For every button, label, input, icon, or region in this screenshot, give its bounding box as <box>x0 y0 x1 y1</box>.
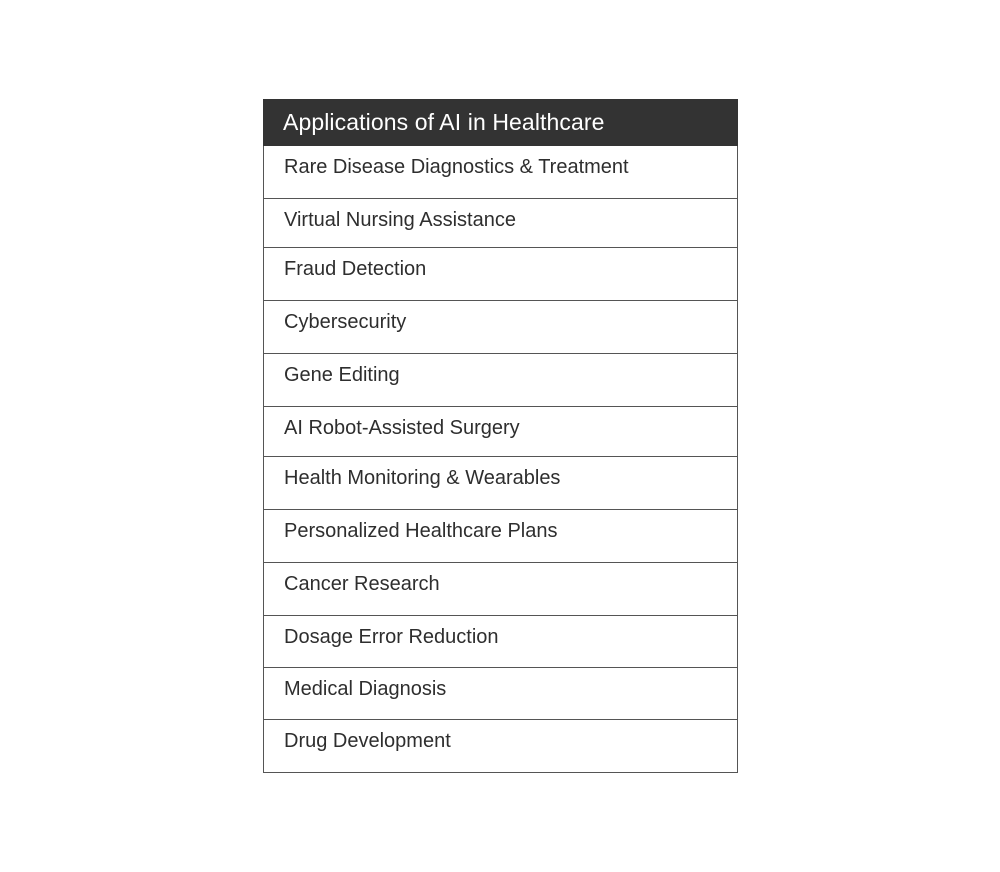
row-label: AI Robot-Assisted Surgery <box>284 417 520 439</box>
table-title: Applications of AI in Healthcare <box>283 109 605 135</box>
table-row <box>264 457 737 510</box>
row-label: Rare Disease Diagnostics & Treatment <box>284 156 629 178</box>
row-label: Cybersecurity <box>284 311 407 333</box>
table-row <box>264 301 737 354</box>
table-row <box>264 199 737 248</box>
table-row <box>264 146 737 199</box>
row-label: Drug Development <box>284 730 451 752</box>
table-row <box>264 510 737 563</box>
table-row <box>264 563 737 616</box>
row-label: Health Monitoring & Wearables <box>284 467 561 489</box>
row-label: Cancer Research <box>284 573 440 595</box>
table-body <box>263 146 738 773</box>
table-row <box>264 354 737 407</box>
table-row <box>264 248 737 301</box>
row-label: Virtual Nursing Assistance <box>284 209 516 231</box>
row-label: Medical Diagnosis <box>284 678 447 700</box>
table-row <box>264 668 737 720</box>
table-row <box>264 407 737 457</box>
row-label: Dosage Error Reduction <box>284 626 499 648</box>
row-label: Fraud Detection <box>284 258 427 280</box>
row-label: Gene Editing <box>284 364 400 386</box>
table-header <box>263 99 738 146</box>
table-row <box>264 720 737 773</box>
table-row <box>264 616 737 668</box>
applications-table <box>263 99 738 773</box>
row-label: Personalized Healthcare Plans <box>284 520 558 542</box>
